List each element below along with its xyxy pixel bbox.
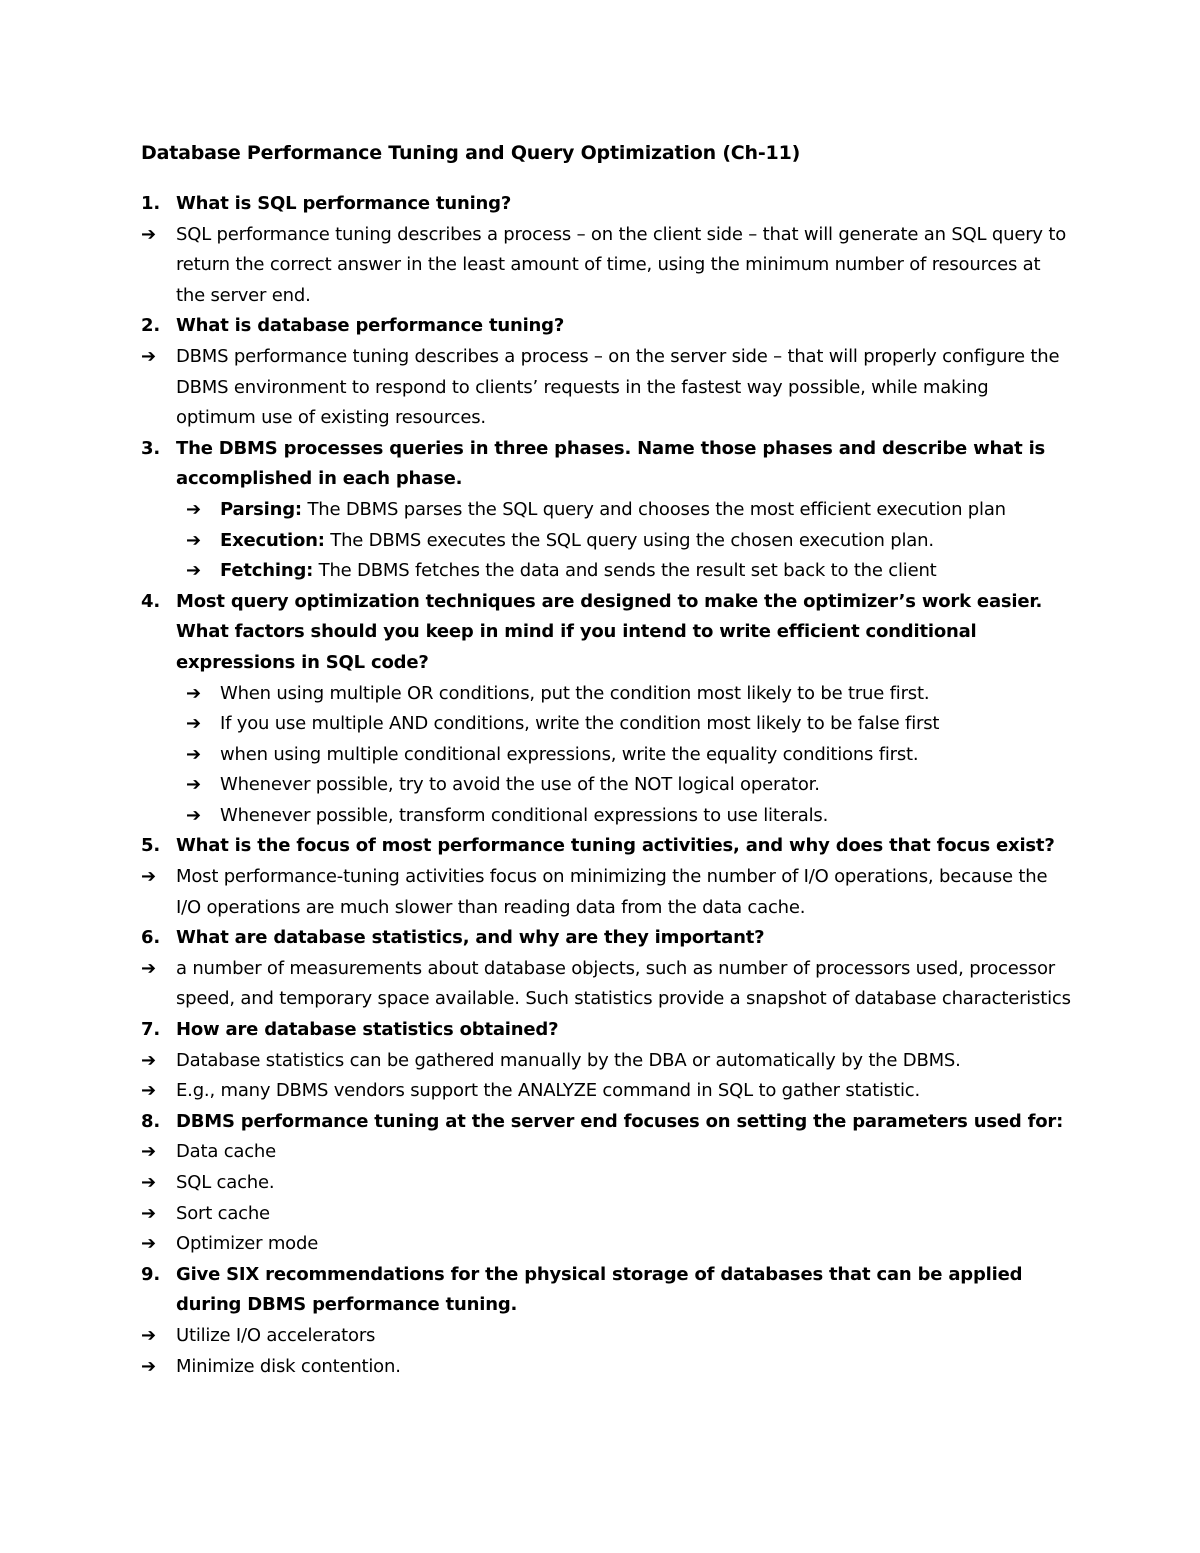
sub-answer-item: [141, 526, 1071, 557]
answer-item: [141, 862, 1071, 923]
sub-answer-item: [141, 556, 1071, 587]
arrow-right-icon: ➔: [186, 713, 201, 735]
question-text: The DBMS processes queries in three phases. Name those phases and describe what is accomplished in each phase.: [176, 437, 1046, 490]
answer-item: [141, 1199, 1071, 1230]
question-number: 1.: [141, 193, 160, 214]
question-2: [141, 311, 1071, 342]
arrow-right-icon: ➔: [141, 1355, 156, 1377]
question-6: [141, 923, 1071, 954]
arrow-right-icon: ➔: [186, 682, 201, 704]
question-1: [141, 189, 1071, 220]
arrow-right-icon: ➔: [141, 1233, 156, 1255]
question-text: Give SIX recommendations for the physical storage of databases that can be applied during DBMS performance tuning.: [176, 1263, 1023, 1316]
question-text: How are database statistics obtained?: [176, 1019, 559, 1041]
sub-answer-item: [141, 770, 1071, 801]
qa-list: [141, 189, 1071, 1382]
answer-item: [141, 954, 1071, 1015]
question-9: [141, 1260, 1071, 1321]
question-text: Most query optimization techniques are designed to make the optimizer’s work easier. What factors should you keep in mind if you intend to write efficient conditional expressions in SQL code?: [176, 590, 1043, 673]
answer-item: [141, 1229, 1071, 1260]
arrow-right-icon: ➔: [186, 804, 201, 826]
sub-answer-item: [141, 495, 1071, 526]
answer-text: Minimize disk contention.: [176, 1355, 401, 1377]
question-number: 3.: [141, 437, 160, 459]
question-8: [141, 1107, 1071, 1138]
question-number: 2.: [141, 315, 160, 337]
phase-description: The DBMS fetches the data and sends the result set back to the client: [313, 560, 937, 582]
question-number: 4.: [141, 590, 160, 612]
sub-answer-item: [141, 679, 1071, 710]
question-7: [141, 1015, 1071, 1046]
answer-text: when using multiple conditional expressions, write the equality conditions first.: [220, 743, 919, 765]
question-number: 7.: [141, 1019, 160, 1041]
question-text: What are database statistics, and why are they important?: [176, 927, 765, 949]
phase-term: Execution:: [220, 529, 325, 551]
answer-item: [141, 342, 1071, 434]
question-3: [141, 434, 1071, 495]
arrow-right-icon: ➔: [141, 1202, 156, 1224]
arrow-right-icon: ➔: [141, 1080, 156, 1102]
sub-answer-item: [141, 740, 1071, 771]
answer-text: SQL cache.: [176, 1172, 275, 1193]
answer-text: Sort cache: [176, 1202, 270, 1224]
answer-text: Data cache: [176, 1141, 277, 1163]
phase-description: The DBMS parses the SQL query and chooses the most efficient execution plan: [301, 498, 1006, 520]
arrow-right-icon: ➔: [186, 529, 201, 551]
arrow-right-icon: ➔: [141, 1141, 156, 1163]
question-number: 6.: [141, 927, 160, 949]
answer-text: E.g., many DBMS vendors support the ANALYZE command in SQL to gather statistic.: [176, 1080, 920, 1102]
answer-item: [141, 1321, 1071, 1352]
answer-text: If you use multiple AND conditions, write the condition most likely to be false first: [220, 713, 940, 735]
answer-text: Optimizer mode: [176, 1233, 319, 1255]
question-5: [141, 831, 1071, 862]
document-title: Database Performance Tuning and Query Optimization (Ch-11): [141, 142, 801, 164]
answer-text: a number of measurements about database objects, such as number of processors used, processor speed, and temporary space available. Such statistics provide a snapshot of database characteristics: [176, 957, 1071, 1010]
question-text: What is the focus of most performance tuning activities, and why does that focus exist?: [176, 835, 1055, 857]
phase-term: Parsing:: [220, 498, 302, 520]
question-text: DBMS performance tuning at the server end focuses on setting the parameters used for:: [176, 1110, 1064, 1132]
arrow-right-icon: ➔: [141, 223, 156, 245]
answer-item: [141, 220, 1071, 312]
answer-text: Whenever possible, transform conditional expressions to use literals.: [220, 804, 829, 826]
arrow-right-icon: ➔: [141, 1172, 156, 1193]
question-number: 8.: [141, 1110, 160, 1132]
arrow-right-icon: ➔: [186, 498, 201, 520]
question-number: 5.: [141, 835, 160, 857]
answer-text: SQL performance tuning describes a process – on the client side – that will generate an SQL query to return the correct answer in the least amount of time, using the minimum number of resources at the server end.: [176, 223, 1067, 306]
sub-answer-item: [141, 709, 1071, 740]
answer-item: [141, 1352, 1071, 1383]
phase-term: Fetching:: [220, 560, 314, 582]
answer-text: Database statistics can be gathered manually by the DBA or automatically by the DBMS.: [176, 1049, 961, 1071]
arrow-right-icon: ➔: [141, 866, 156, 888]
sub-answer-item: [141, 801, 1071, 832]
phase-description: The DBMS executes the SQL query using the chosen execution plan.: [324, 529, 934, 551]
answer-item: [141, 1046, 1071, 1077]
answer-text: When using multiple OR conditions, put the condition most likely to be true first.: [220, 682, 930, 704]
arrow-right-icon: ➔: [141, 345, 156, 367]
question-4: [141, 587, 1071, 679]
answer-text: Most performance-tuning activities focus on minimizing the number of I/O operations, because the I/O operations are much slower than reading data from the data cache.: [176, 866, 1048, 918]
arrow-right-icon: ➔: [186, 743, 201, 765]
answer-item: [141, 1076, 1071, 1107]
arrow-right-icon: ➔: [186, 774, 201, 796]
question-text: What is SQL performance tuning?: [176, 193, 512, 214]
question-text: What is database performance tuning?: [176, 315, 565, 337]
question-number: 9.: [141, 1263, 160, 1285]
answer-item: [141, 1137, 1071, 1168]
answer-text: DBMS performance tuning describes a process – on the server side – that will properly configure the DBMS environment to respond to clients’ requests in the fastest way possible, while making optimum use of existing resources.: [176, 345, 1060, 429]
answer-text: Whenever possible, try to avoid the use of the NOT logical operator.: [220, 774, 820, 796]
answer-text: Utilize I/O accelerators: [176, 1324, 376, 1346]
arrow-right-icon: ➔: [141, 1324, 156, 1346]
arrow-right-icon: ➔: [141, 1049, 156, 1071]
arrow-right-icon: ➔: [141, 957, 156, 979]
arrow-right-icon: ➔: [186, 560, 201, 582]
answer-item: [141, 1168, 1071, 1199]
